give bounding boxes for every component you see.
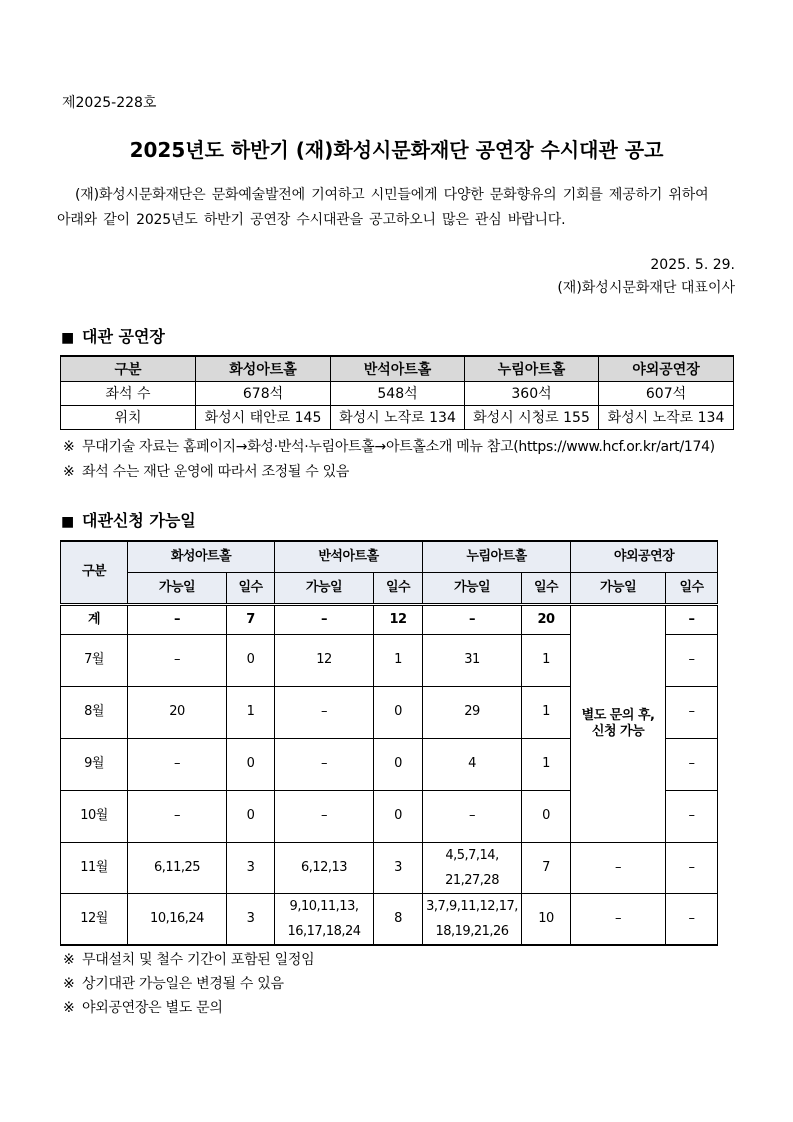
hwaseong-days: 0 bbox=[227, 634, 275, 686]
subheader-dates: 가능일 bbox=[571, 572, 666, 604]
total-hwaseong-days: 7 bbox=[227, 604, 275, 634]
outdoor-days: – bbox=[666, 686, 718, 738]
venues-table-header-row bbox=[61, 356, 734, 381]
venues-note-1 bbox=[63, 437, 715, 457]
reference-mark-icon: ※ bbox=[63, 439, 75, 455]
section-heading-availability-text: 대관신청 가능일 bbox=[82, 511, 196, 530]
subheader-days: 일수 bbox=[227, 572, 275, 604]
availability-header-category: 구분 bbox=[61, 541, 128, 604]
location-outdoor: 화성시 노작로 134 bbox=[599, 405, 734, 429]
venues-header-hwaseong: 화성아트홀 bbox=[196, 356, 331, 381]
dates-line: 21,27,28 bbox=[445, 872, 499, 888]
availability-header-row-venues bbox=[61, 541, 718, 572]
banseok-dates: 12 bbox=[275, 634, 374, 686]
reference-mark-icon: ※ bbox=[63, 952, 75, 968]
document-title: 2025년도 하반기 (재)화성시문화재단 공연장 수시대관 공고 bbox=[129, 138, 664, 162]
outdoor-days: – bbox=[666, 842, 718, 893]
outdoor-dates: – bbox=[571, 842, 666, 893]
availability-table bbox=[60, 540, 718, 946]
banseok-days: 8 bbox=[374, 893, 423, 945]
availability-note-1 bbox=[63, 950, 314, 970]
availability-row-november bbox=[61, 842, 718, 893]
nurim-days: 1 bbox=[522, 634, 571, 686]
nurim-days: 7 bbox=[522, 842, 571, 893]
nurim-days: 10 bbox=[522, 893, 571, 945]
total-nurim-days: 20 bbox=[522, 604, 571, 634]
venues-header-banseok: 반석아트홀 bbox=[331, 356, 465, 381]
intro-line-2: 아래와 같이 2025년도 하반기 공연장 수시대관을 공고하오니 많은 관심 바랍니다. bbox=[57, 212, 566, 228]
section-heading-availability bbox=[61, 510, 196, 533]
location-banseok: 화성시 노작로 134 bbox=[331, 405, 465, 429]
banseok-dates: – bbox=[275, 686, 374, 738]
document-number: 제2025-228호 bbox=[62, 95, 157, 111]
square-bullet-icon: ■ bbox=[61, 514, 75, 530]
seats-outdoor: 607석 bbox=[599, 381, 734, 405]
venues-header-category: 구분 bbox=[61, 356, 196, 381]
section-heading-venues-text: 대관 공연장 bbox=[82, 327, 165, 346]
outdoor-inquiry-note-line: 신청 가능 bbox=[591, 723, 645, 739]
nurim-days: 1 bbox=[522, 686, 571, 738]
dates-line: 9,10,11,13, bbox=[289, 898, 359, 914]
hwaseong-dates: 6,11,25 bbox=[128, 842, 227, 893]
subheader-days: 일수 bbox=[374, 572, 423, 604]
subheader-dates: 가능일 bbox=[275, 572, 374, 604]
hwaseong-days: 3 bbox=[227, 893, 275, 945]
total-banseok-dates: – bbox=[275, 604, 374, 634]
hwaseong-days: 3 bbox=[227, 842, 275, 893]
hwaseong-dates: – bbox=[128, 738, 227, 790]
nurim-dates: 4 bbox=[423, 738, 522, 790]
total-nurim-dates: – bbox=[423, 604, 522, 634]
total-hwaseong-dates: – bbox=[128, 604, 227, 634]
hwaseong-dates: 20 bbox=[128, 686, 227, 738]
seats-label: 좌석 수 bbox=[61, 381, 196, 405]
dates-line: 4,5,7,14, bbox=[445, 847, 499, 863]
seats-nurim: 360석 bbox=[465, 381, 599, 405]
location-nurim: 화성시 시청로 155 bbox=[465, 405, 599, 429]
subheader-days: 일수 bbox=[522, 572, 571, 604]
outdoor-days: – bbox=[666, 738, 718, 790]
availability-header-hwaseong: 화성아트홀 bbox=[128, 541, 275, 572]
hwaseong-dates: 10,16,24 bbox=[128, 893, 227, 945]
venues-header-outdoor: 야외공연장 bbox=[599, 356, 734, 381]
hwaseong-days: 0 bbox=[227, 738, 275, 790]
venues-note-text: 무대기술 자료는 홈페이지→화성·반석·누림아트홀→아트홀소개 메뉴 참고(https://www.hcf.or.kr/art/174) bbox=[82, 439, 715, 455]
banseok-days: 0 bbox=[374, 686, 423, 738]
month-label: 9월 bbox=[61, 738, 128, 790]
availability-row-december bbox=[61, 893, 718, 945]
nurim-days: 0 bbox=[522, 790, 571, 842]
month-label: 7월 bbox=[61, 634, 128, 686]
banseok-dates bbox=[275, 893, 374, 945]
banseok-days: 0 bbox=[374, 790, 423, 842]
month-label: 10월 bbox=[61, 790, 128, 842]
hwaseong-days: 1 bbox=[227, 686, 275, 738]
subheader-dates: 가능일 bbox=[423, 572, 522, 604]
reference-mark-icon: ※ bbox=[63, 976, 75, 992]
availability-header-banseok: 반석아트홀 bbox=[275, 541, 423, 572]
nurim-dates: 31 bbox=[423, 634, 522, 686]
availability-header-outdoor: 야외공연장 bbox=[571, 541, 718, 572]
venues-header-nurim: 누림아트홀 bbox=[465, 356, 599, 381]
dates-line: 18,19,21,26 bbox=[435, 923, 509, 939]
outdoor-inquiry-note-line: 별도 문의 후, bbox=[581, 707, 655, 723]
nurim-dates: 29 bbox=[423, 686, 522, 738]
seats-hwaseong: 678석 bbox=[196, 381, 331, 405]
hwaseong-dates: – bbox=[128, 790, 227, 842]
nurim-dates: – bbox=[423, 790, 522, 842]
availability-note-text: 무대설치 및 철수 기간이 포함된 일정임 bbox=[82, 952, 315, 968]
outdoor-dates: – bbox=[571, 893, 666, 945]
subheader-dates: 가능일 bbox=[128, 572, 227, 604]
banseok-dates: – bbox=[275, 790, 374, 842]
intro-line-1: (재)화성시문화재단은 문화예술발전에 기여하고 시민들에게 다양한 문화향유의 기회를 제공하기 위하여 bbox=[75, 187, 709, 203]
venues-row-location bbox=[61, 405, 734, 429]
reference-mark-icon: ※ bbox=[63, 1000, 75, 1016]
availability-note-3 bbox=[63, 998, 223, 1018]
banseok-days: 0 bbox=[374, 738, 423, 790]
reference-mark-icon: ※ bbox=[63, 464, 75, 480]
total-banseok-days: 12 bbox=[374, 604, 423, 634]
venues-row-seats bbox=[61, 381, 734, 405]
month-label: 12월 bbox=[61, 893, 128, 945]
availability-note-text: 상기대관 가능일은 변경될 수 있음 bbox=[82, 976, 284, 992]
nurim-dates bbox=[423, 893, 522, 945]
section-heading-venues bbox=[61, 326, 165, 349]
nurim-dates bbox=[423, 842, 522, 893]
availability-header-nurim: 누림아트홀 bbox=[423, 541, 571, 572]
nurim-days: 1 bbox=[522, 738, 571, 790]
availability-note-2 bbox=[63, 974, 284, 994]
availability-header-row-sub bbox=[61, 572, 718, 604]
venues-note-2 bbox=[63, 462, 349, 482]
venues-table bbox=[60, 355, 734, 430]
issuer-name: (재)화성시문화재단 대표이사 bbox=[557, 280, 735, 296]
location-label: 위치 bbox=[61, 405, 196, 429]
banseok-days: 1 bbox=[374, 634, 423, 686]
hwaseong-dates: – bbox=[128, 634, 227, 686]
outdoor-inquiry-note bbox=[571, 604, 666, 842]
hwaseong-days: 0 bbox=[227, 790, 275, 842]
issue-date: 2025. 5. 29. bbox=[650, 257, 735, 273]
availability-total-row bbox=[61, 604, 718, 634]
dates-line: 16,17,18,24 bbox=[287, 923, 361, 939]
month-label: 8월 bbox=[61, 686, 128, 738]
outdoor-days: – bbox=[666, 634, 718, 686]
outdoor-days: – bbox=[666, 790, 718, 842]
month-label: 11월 bbox=[61, 842, 128, 893]
total-label: 계 bbox=[61, 604, 128, 634]
outdoor-days: – bbox=[666, 893, 718, 945]
dates-line: 3,7,9,11,12,17, bbox=[426, 898, 518, 914]
subheader-days: 일수 bbox=[666, 572, 718, 604]
availability-note-text: 야외공연장은 별도 문의 bbox=[82, 1000, 223, 1016]
venues-note-text: 좌석 수는 재단 운영에 따라서 조정될 수 있음 bbox=[82, 464, 350, 480]
seats-banseok: 548석 bbox=[331, 381, 465, 405]
total-outdoor-days: – bbox=[666, 604, 718, 634]
location-hwaseong: 화성시 태안로 145 bbox=[196, 405, 331, 429]
banseok-dates: – bbox=[275, 738, 374, 790]
banseok-dates: 6,12,13 bbox=[275, 842, 374, 893]
square-bullet-icon: ■ bbox=[61, 330, 75, 346]
banseok-days: 3 bbox=[374, 842, 423, 893]
